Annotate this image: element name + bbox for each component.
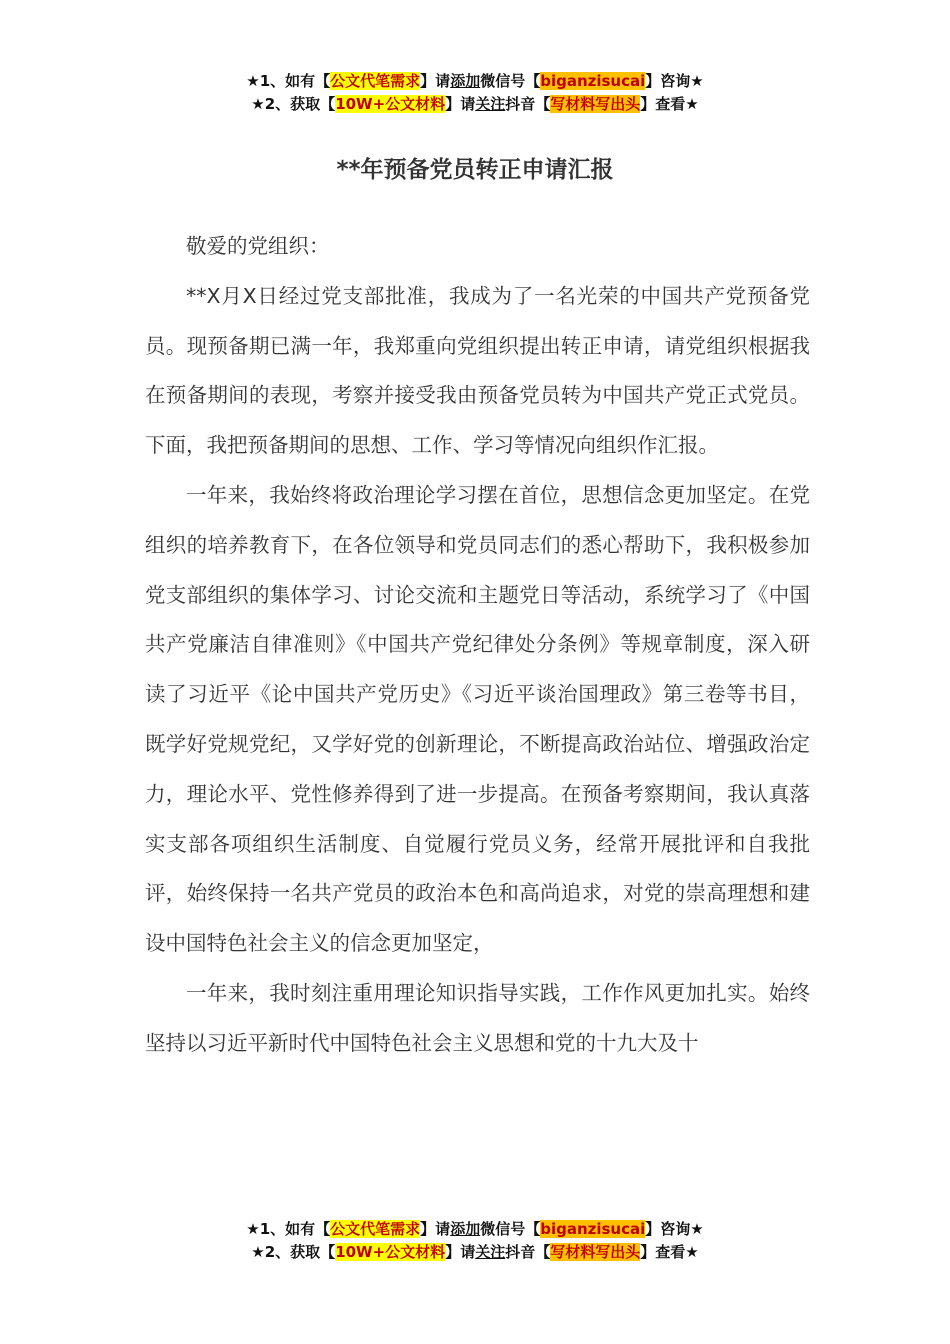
banner-line-1 bbox=[0, 1218, 950, 1241]
footer-banner bbox=[0, 1218, 950, 1264]
banner-underlined: 添加 bbox=[450, 1220, 481, 1238]
paragraph-2: 一年来，我始终将政治理论学习摆在首位，思想信念更加坚定。在党组织的培养教育下，在各位领导和党员同志们的悉心帮助下，我积极参加党支部组织的集体学习、讨论交流和主题党日等活动，系统学习了《中国共产党廉洁自律准则》《中国共产党纪律处分条例》等规章制度，深入研读了习近平《论中国共产党历史》《习近平谈治国理政》第三卷等书目，既学好党规党纪，又学好党的创新理论，不断提高政治站位、增强政治定力，理论水平、党性修养得到了进一步提高。在预备考察期间，我认真落实支部各项组织生活制度、自觉履行党员义务，经常开展批评和自我批评，始终保持一名共产党员的政治本色和高尚追求，对党的崇高理想和建设中国特色社会主义的信念更加坚定， bbox=[145, 482, 810, 956]
banner-line-1 bbox=[0, 70, 950, 93]
banner-underlined: 添加 bbox=[450, 72, 481, 90]
banner-underlined: 关注 bbox=[475, 1243, 506, 1261]
highlight-materials: 10W+公文材料 bbox=[335, 1243, 446, 1261]
banner-text: 】查看★ bbox=[640, 95, 699, 113]
banner-line-2 bbox=[0, 93, 950, 116]
banner-underlined: 关注 bbox=[475, 95, 506, 113]
banner-text: 抖音【 bbox=[505, 1243, 551, 1261]
banner-text: 】查看★ bbox=[640, 1243, 699, 1261]
banner-text: 】请 bbox=[420, 72, 451, 90]
banner-text: 】咨询★ bbox=[645, 1220, 704, 1238]
greeting: 敬爱的党组织： bbox=[186, 234, 330, 258]
highlight-douyin-account: 写材料写出头 bbox=[550, 1243, 641, 1261]
banner-text: 微信号【 bbox=[480, 1220, 541, 1238]
header-banner bbox=[0, 70, 950, 116]
document-body bbox=[145, 222, 810, 1069]
highlight-service: 公文代笔需求 bbox=[330, 72, 421, 90]
document-title: **年预备党员转正申请汇报 bbox=[336, 157, 614, 183]
highlight-douyin-account: 写材料写出头 bbox=[550, 95, 641, 113]
banner-text: ★1、如有【 bbox=[246, 72, 331, 90]
banner-line-2 bbox=[0, 1241, 950, 1264]
highlight-materials: 10W+公文材料 bbox=[335, 95, 446, 113]
banner-text: ★1、如有【 bbox=[246, 1220, 331, 1238]
banner-text: 】请 bbox=[445, 1243, 476, 1261]
banner-text: 】请 bbox=[445, 95, 476, 113]
paragraph-3: 一年来，我时刻注重用理论知识指导实践，工作作风更加扎实。始终坚持以习近平新时代中国特色社会主义思想和党的十九大及十 bbox=[145, 980, 810, 1055]
banner-text: 抖音【 bbox=[505, 95, 551, 113]
banner-text: 】请 bbox=[420, 1220, 451, 1238]
banner-text: ★2、获取【 bbox=[251, 1243, 336, 1261]
highlight-wechat-id: biganzisucai bbox=[540, 1220, 646, 1238]
paragraph-1: **X月X日经过党支部批准，我成为了一名光荣的中国共产党预备党员。现预备期已满一年，我郑重向党组织提出转正申请，请党组织根据我在预备期间的表现，考察并接受我由预备党员转为中国共产党正式党员。下面，我把预备期间的思想、工作、学习等情况向组织作汇报。 bbox=[145, 283, 810, 458]
highlight-wechat-id: biganzisucai bbox=[540, 72, 646, 90]
highlight-service: 公文代笔需求 bbox=[330, 1220, 421, 1238]
banner-text: 】咨询★ bbox=[645, 72, 704, 90]
banner-text: ★2、获取【 bbox=[251, 95, 336, 113]
banner-text: 微信号【 bbox=[480, 72, 541, 90]
